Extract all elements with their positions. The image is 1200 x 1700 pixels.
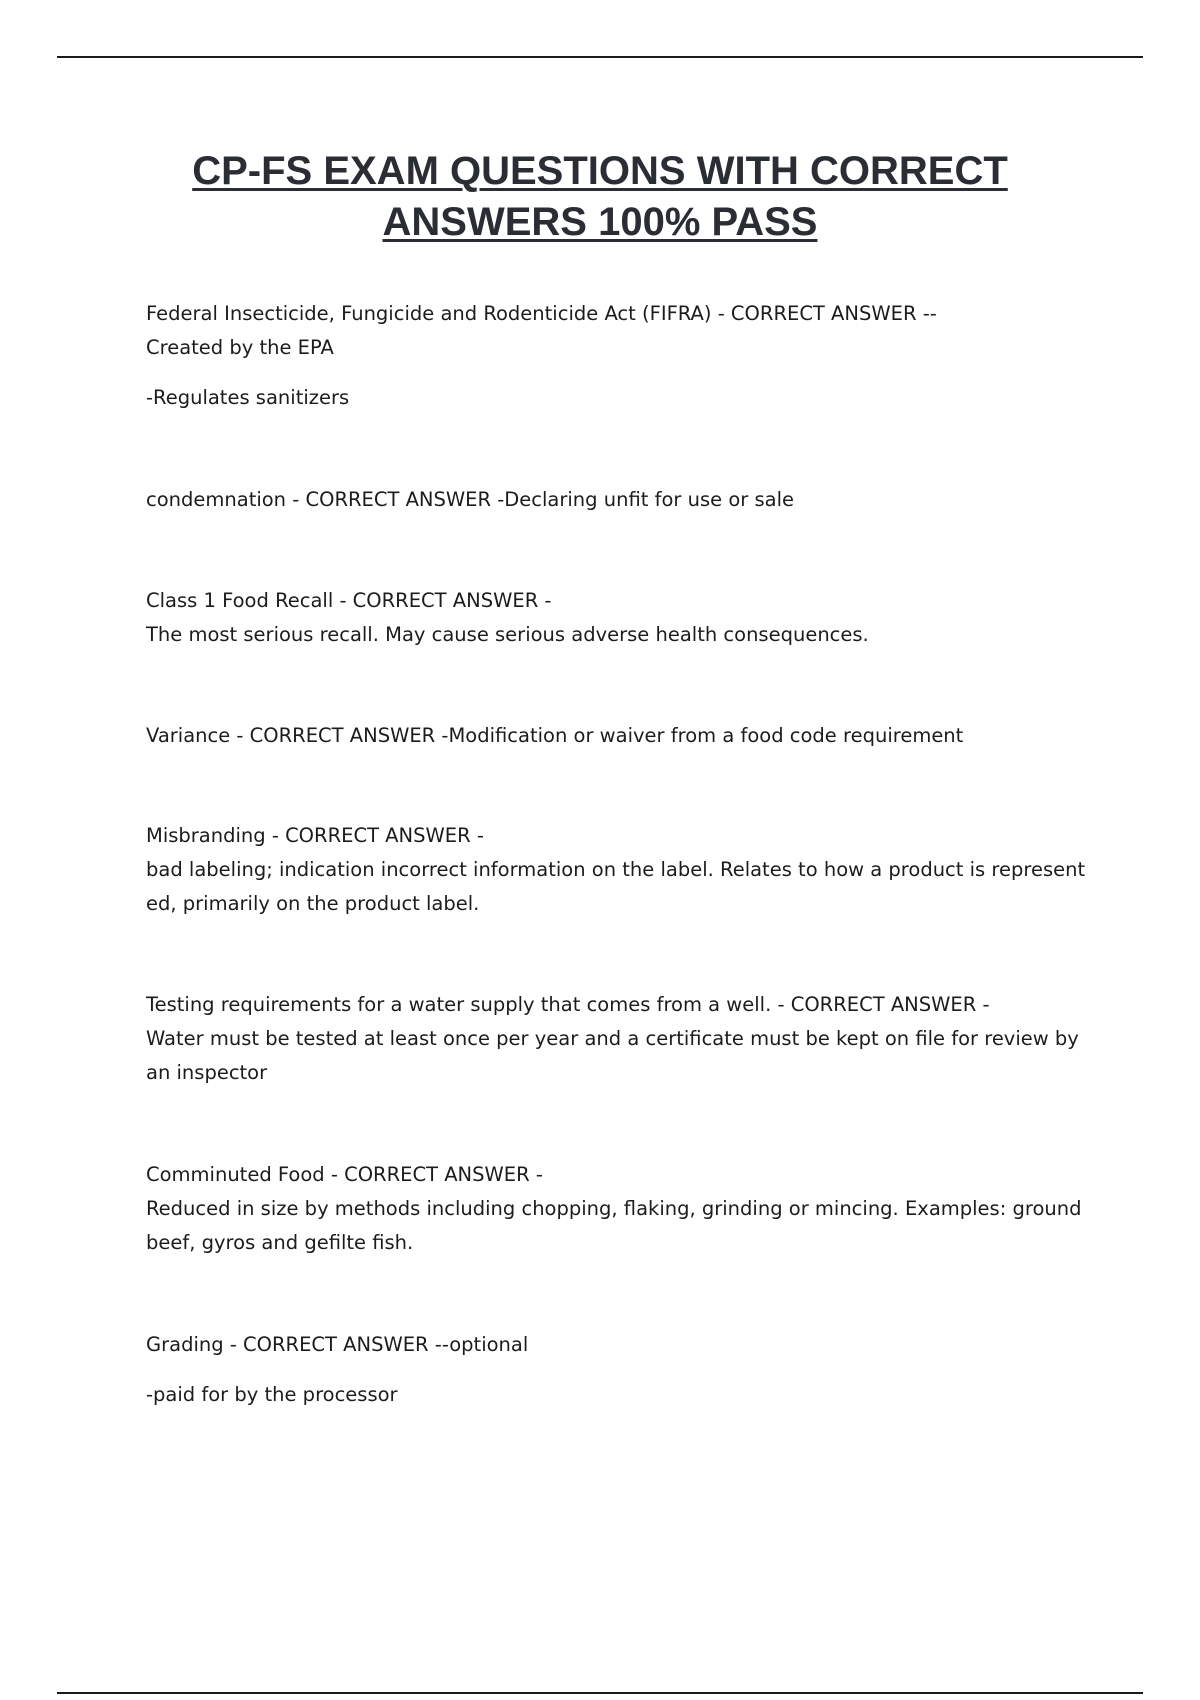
qa-line: Reduced in size by methods including chopping, flaking, grinding or mincing. Examples: ground [146,1197,1082,1220]
title-line: ANSWERS 100% PASS [382,200,818,244]
qa-line: Created by the EPA [146,336,334,359]
qa-line: The most serious recall. May cause serious adverse health consequences. [146,623,869,646]
top-rule [57,56,1143,58]
qa-item [146,988,1106,1090]
qa-line: Variance - CORRECT ANSWER -Modification or waiver from a food code requirement [146,724,964,747]
qa-line: condemnation - CORRECT ANSWER -Declaring unfit for use or sale [146,488,794,511]
qa-line: Comminuted Food - CORRECT ANSWER - [146,1163,543,1186]
qa-line: beef, gyros and gefilte fish. [146,1231,414,1254]
qa-line: Federal Insecticide, Fungicide and Rodenticide Act (FIFRA) - CORRECT ANSWER -- [146,302,937,325]
qa-item [146,584,1106,652]
page-title [192,146,1008,248]
qa-item [146,1328,1106,1412]
bottom-rule [57,1692,1143,1694]
qa-line: an inspector [146,1061,268,1084]
qa-item [146,297,1106,415]
qa-line: Testing requirements for a water supply that comes from a well. - CORRECT ANSWER - [146,993,990,1016]
qa-extra-line: -paid for by the processor [146,1383,398,1406]
qa-line: bad labeling; indication incorrect information on the label. Relates to how a product is represent [146,858,1086,881]
qa-line: ed, primarily on the product label. [146,892,480,915]
qa-line: Grading - CORRECT ANSWER --optional [146,1333,529,1356]
qa-extra-line: -Regulates sanitizers [146,386,350,409]
qa-item [146,819,1106,921]
qa-item [146,719,1106,753]
qa-item [146,1158,1106,1260]
title-line: CP-FS EXAM QUESTIONS WITH CORRECT [192,149,1008,193]
qa-item [146,483,1106,517]
qa-line: Water must be tested at least once per year and a certificate must be kept on file for review by [146,1027,1079,1050]
qa-line: Class 1 Food Recall - CORRECT ANSWER - [146,589,552,612]
title-block [0,146,1200,248]
qa-line: Misbranding - CORRECT ANSWER - [146,824,484,847]
